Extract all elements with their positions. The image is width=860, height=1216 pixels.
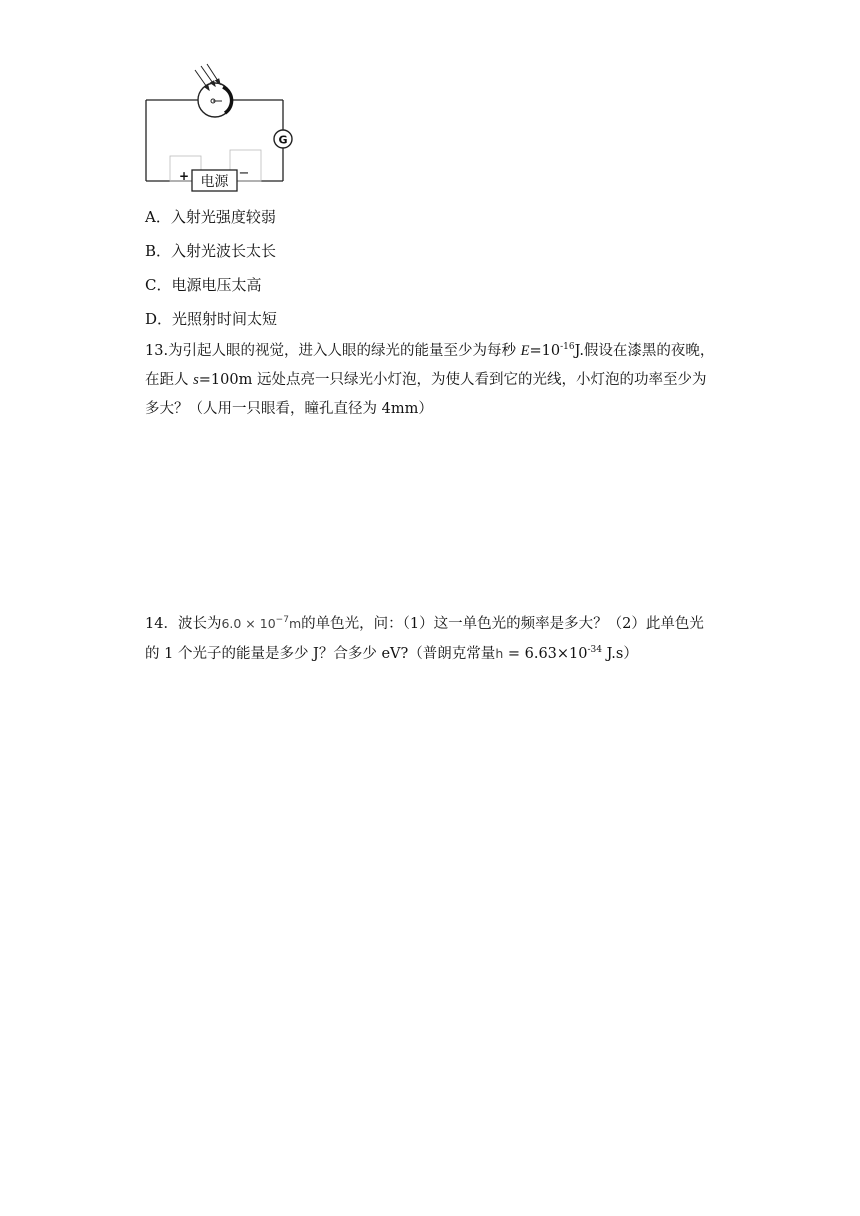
option-letter: B． [145, 242, 172, 260]
question-text: J.假设在漆黑的夜晚， [574, 343, 715, 359]
question-text: =100m 远处点亮一只绿光小灯泡，为使人看到它的光线，小灯泡的功率至少为 [198, 372, 707, 388]
option-text: 电源电压太高 [171, 276, 262, 294]
option-text: 光照射时间太短 [172, 310, 278, 328]
wavelength-exponent: −7 [275, 615, 289, 625]
option-text: 入射光波长太长 [171, 242, 277, 260]
phototube-icon [198, 83, 232, 117]
question-14-line-1 [145, 609, 725, 639]
question-text: 的 1 个光子的能量是多少 J？合多少 eV?（普朗克常量 [145, 646, 496, 662]
planck-symbol: h [495, 646, 504, 661]
question-14-line-2 [145, 639, 725, 669]
question-14 [145, 609, 725, 669]
question-number: 14． [145, 616, 178, 632]
option-b [145, 241, 276, 261]
wavelength-unit: m [288, 616, 302, 631]
galvanometer-label: G [278, 133, 288, 147]
question-number: 13. [145, 343, 169, 359]
option-text: 入射光强度较弱 [170, 208, 276, 226]
wavelength-base: 6.0 × 10 [221, 616, 276, 631]
exponent: -34 [587, 645, 603, 655]
option-a [145, 207, 276, 227]
positive-terminal-label: + [178, 169, 190, 183]
question-13-line-3: 多大？（人用一只眼看，瞳孔直径为 4mm） [145, 401, 433, 417]
question-text: 在距人 [145, 372, 194, 388]
option-d [145, 309, 277, 329]
question-text: =10 [529, 343, 561, 359]
question-text: 波长为 [177, 616, 222, 632]
question-13 [145, 337, 725, 424]
exponent: -16 [560, 342, 575, 352]
power-source-label: 电源 [200, 174, 229, 190]
galvanometer-icon [274, 130, 292, 148]
variable-s: s [193, 372, 199, 388]
question-text: J.s） [602, 646, 638, 662]
power-source [179, 166, 249, 191]
option-c [145, 275, 262, 295]
question-text: = 6.63×10 [503, 646, 588, 662]
question-text: 为引起人眼的视觉，进入人眼的绿光的能量至少为每秒 [168, 343, 521, 359]
option-letter: A． [145, 208, 171, 226]
option-letter: D． [145, 310, 173, 328]
option-letter: C． [145, 276, 172, 294]
question-13-line-2 [145, 366, 725, 395]
negative-terminal-label: − [238, 166, 250, 181]
question-text: 的单色光，问：（1）这一单色光的频率是多大？（2）此单色光 [301, 616, 704, 632]
question-13-line-1 [145, 337, 725, 366]
variable-e: E [520, 343, 530, 359]
photoelectric-circuit-diagram [140, 60, 300, 195]
wavelength-value [221, 616, 301, 631]
